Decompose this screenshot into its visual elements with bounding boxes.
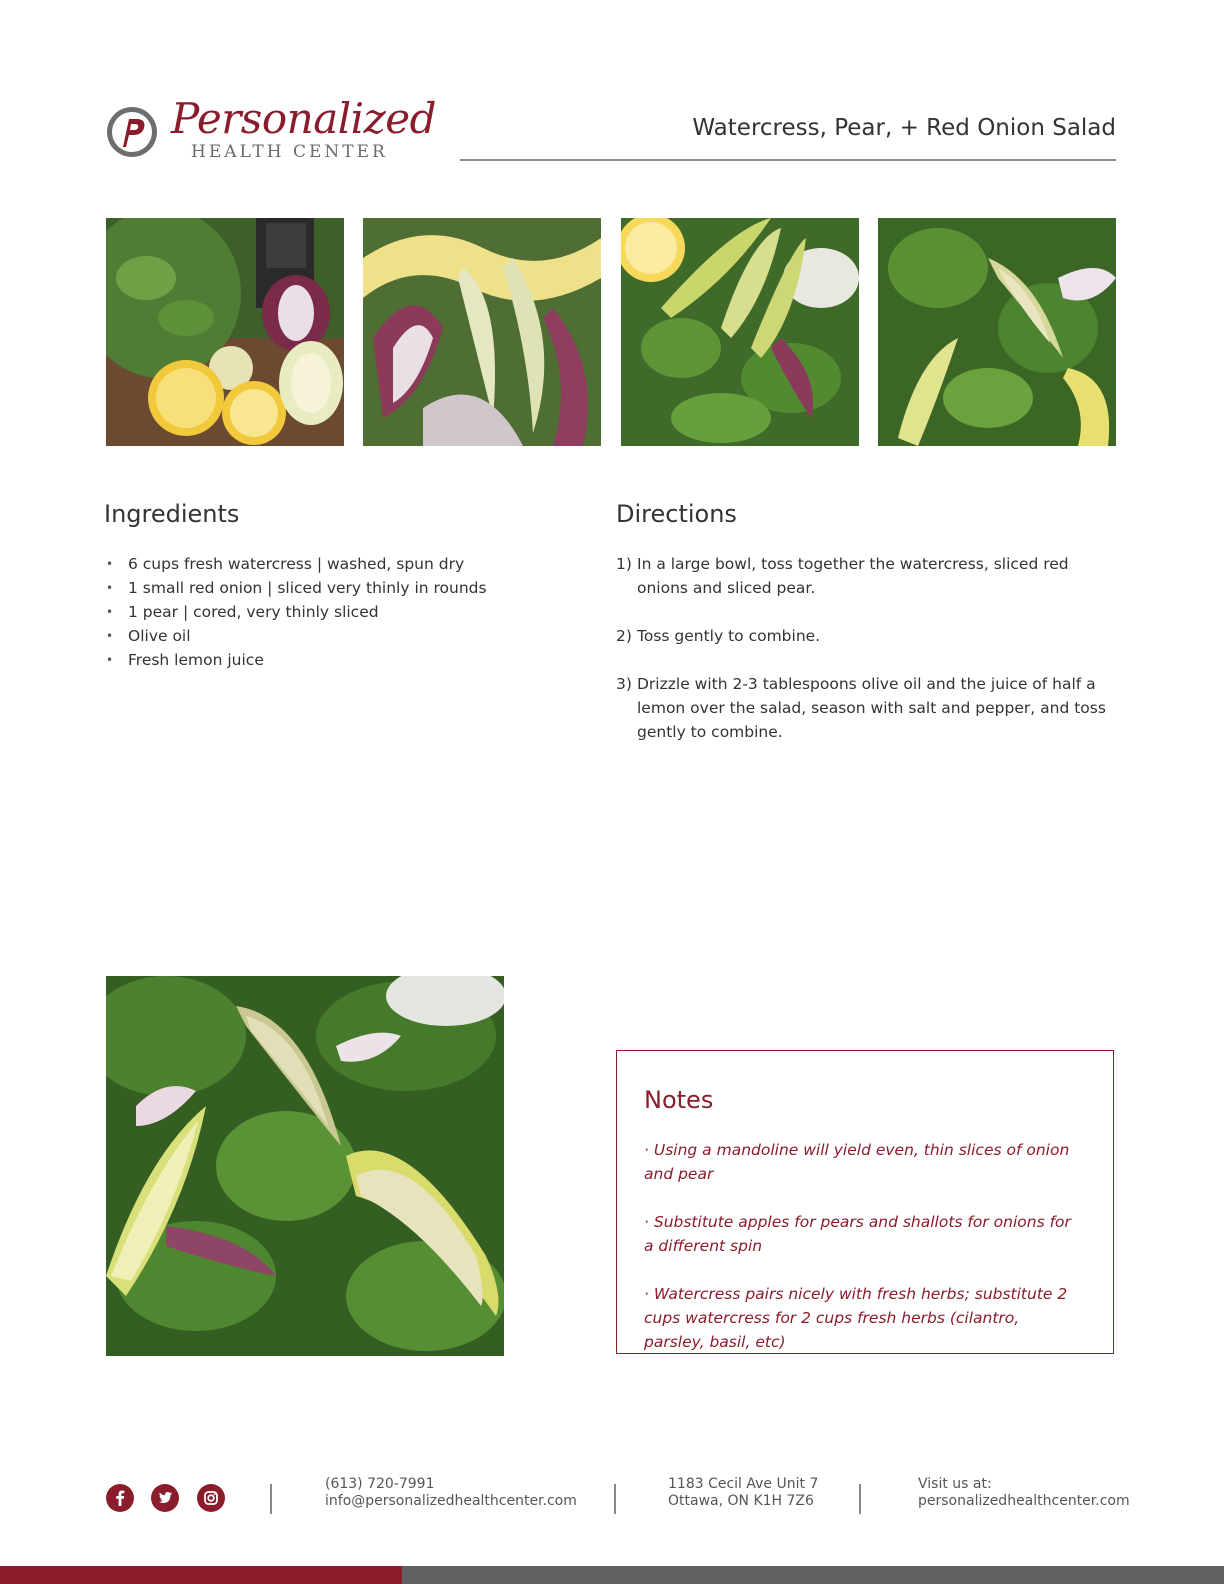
step-text: Drizzle with 2-3 tablespoons olive oil and the juice of half a lemon over the salad, season with salt and pepper, and toss gently to combine. [637, 675, 1106, 741]
ingredients-heading: Ingredients [104, 500, 240, 528]
logo-script-text: Personalized [171, 94, 436, 143]
notes-heading: Notes [644, 1086, 714, 1114]
direction-step [616, 552, 1116, 600]
list-item: • 1 small red onion | sliced very thinly in rounds [104, 576, 574, 600]
step-text: In a large bowl, toss together the watercress, sliced red onions and sliced pear. [637, 555, 1069, 597]
step-number: 1) [616, 555, 632, 573]
footer-accent-bar [0, 1566, 402, 1584]
notes-box [616, 1050, 1114, 1354]
list-item: • Olive oil [104, 624, 574, 648]
address-line-1: 1183 Cecil Ave Unit 7 [668, 1476, 819, 1492]
title-divider [460, 159, 1116, 161]
instagram-icon[interactable] [197, 1484, 225, 1512]
step-text: Toss gently to combine. [637, 627, 821, 645]
directions-heading: Directions [616, 500, 737, 528]
directions-list [616, 552, 1116, 768]
ingredients-photo [106, 218, 344, 446]
contact-info [325, 1476, 577, 1510]
visit-label: Visit us at: [918, 1476, 992, 1492]
list-item: • 6 cups fresh watercress | washed, spun dry [104, 552, 574, 576]
salad-large-photo [106, 976, 504, 1356]
list-item: • 1 pear | cored, very thinly sliced [104, 600, 574, 624]
footer-divider [270, 1484, 272, 1514]
address-info [668, 1476, 818, 1510]
footer-grey-bar [402, 1566, 1224, 1584]
ingredients-list [104, 552, 574, 672]
direction-step [616, 624, 1116, 648]
address-line-2: Ottawa, ON K1H 7Z6 [668, 1493, 814, 1509]
logo-mark-icon [105, 105, 159, 159]
website-info [918, 1476, 1130, 1510]
website-link[interactable]: personalizedhealthcenter.com [918, 1493, 1130, 1509]
note-item: · Watercress pairs nicely with fresh herbs; substitute 2 cups watercress for 2 cups fresh herbs (cilantro, parsley, basil, etc) [644, 1285, 1068, 1351]
note-item: · Using a mandoline will yield even, thin slices of onion and pear [644, 1141, 1070, 1183]
facebook-icon[interactable] [106, 1484, 134, 1512]
email-link[interactable]: info@personalizedhealthcenter.com [325, 1493, 577, 1509]
company-logo [105, 94, 436, 164]
logo-subtitle: HEALTH CENTER [191, 142, 388, 162]
note-item: · Substitute apples for pears and shallots for onions for a different spin [644, 1213, 1071, 1255]
twitter-icon[interactable] [151, 1484, 179, 1512]
notes-list [644, 1138, 1084, 1378]
step-number: 3) [616, 675, 632, 693]
direction-step [616, 672, 1116, 744]
pear-watercress-photo [621, 218, 859, 446]
sliced-pear-onion-photo [363, 218, 601, 446]
list-item: • Fresh lemon juice [104, 648, 574, 672]
salad-closeup-photo [878, 218, 1116, 446]
footer-divider [859, 1484, 861, 1514]
footer-divider [614, 1484, 616, 1514]
phone-number[interactable]: (613) 720-7991 [325, 1476, 435, 1492]
step-number: 2) [616, 627, 632, 645]
recipe-title: Watercress, Pear, + Red Onion Salad [692, 115, 1116, 141]
